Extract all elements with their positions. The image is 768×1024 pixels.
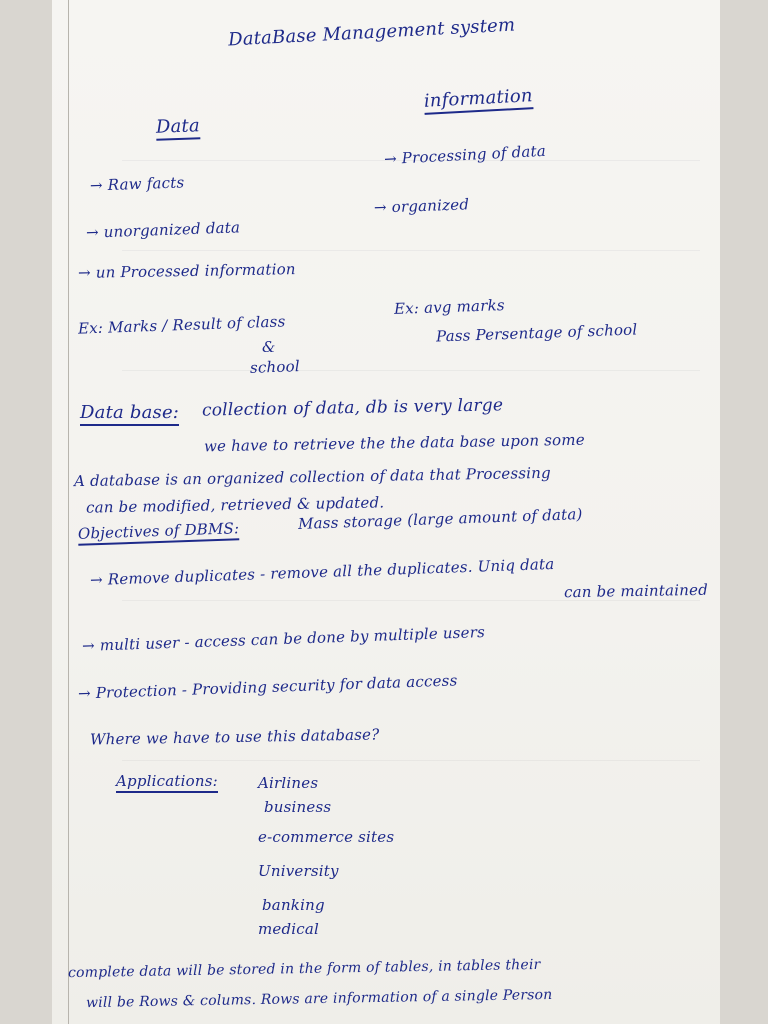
ruled-line	[122, 760, 700, 761]
database-line: we have to retrieve the the data base upon some	[203, 430, 585, 456]
application-item: Airlines	[258, 774, 319, 792]
information-example: Pass Persentage of school	[435, 320, 638, 346]
footer-line: will be Rows & colums. Rows are information of a single Person	[85, 986, 553, 1012]
data-example-school: school	[249, 357, 301, 377]
question-text: Where we have to use this database?	[89, 725, 380, 749]
information-item: → organized	[373, 195, 470, 217]
data-example: Ex: Marks / Result of class	[77, 312, 286, 338]
objective-item: → multi user - access can be done by multiple users	[81, 622, 486, 656]
database-line: can be modified, retrieved & updated.	[85, 493, 385, 517]
application-item: business	[264, 798, 332, 816]
data-item: → unorganized data	[85, 218, 241, 242]
notebook-page	[52, 0, 720, 1024]
application-item: e-commerce sites	[258, 828, 395, 846]
database-line: A database is an organized collection of data that Processing	[73, 463, 551, 491]
objective-item-continued: can be maintained	[563, 580, 709, 602]
information-item: → Processing of data	[383, 141, 547, 169]
data-example-amp: &	[262, 338, 276, 356]
ruled-line	[122, 370, 700, 371]
applications-label: Applications:	[116, 774, 218, 793]
page-title: DataBase Management system	[227, 14, 516, 51]
information-example: Ex: avg marks	[393, 296, 506, 318]
objectives-first: Mass storage (large amount of data)	[297, 505, 583, 533]
objective-item: → Protection - Providing security for data access	[77, 671, 458, 703]
application-item: banking	[262, 896, 325, 914]
footer-line: complete data will be stored in the form of tables, in tables their	[67, 956, 541, 982]
data-item: → un Processed information	[77, 260, 296, 282]
data-heading: Data	[156, 117, 201, 141]
database-label: Data base:	[80, 404, 179, 426]
objectives-label: Objectives of DBMS:	[78, 521, 240, 546]
database-definition: collection of data, db is very large	[201, 395, 504, 421]
objective-item: → Remove duplicates - remove all the duplicates. Uniq data	[89, 554, 555, 590]
application-item: University	[258, 862, 339, 880]
margin-line	[68, 0, 69, 1024]
ruled-line	[122, 250, 700, 251]
information-heading: information	[423, 87, 533, 115]
application-item: medical	[258, 920, 320, 938]
data-item: → Raw facts	[89, 173, 185, 195]
